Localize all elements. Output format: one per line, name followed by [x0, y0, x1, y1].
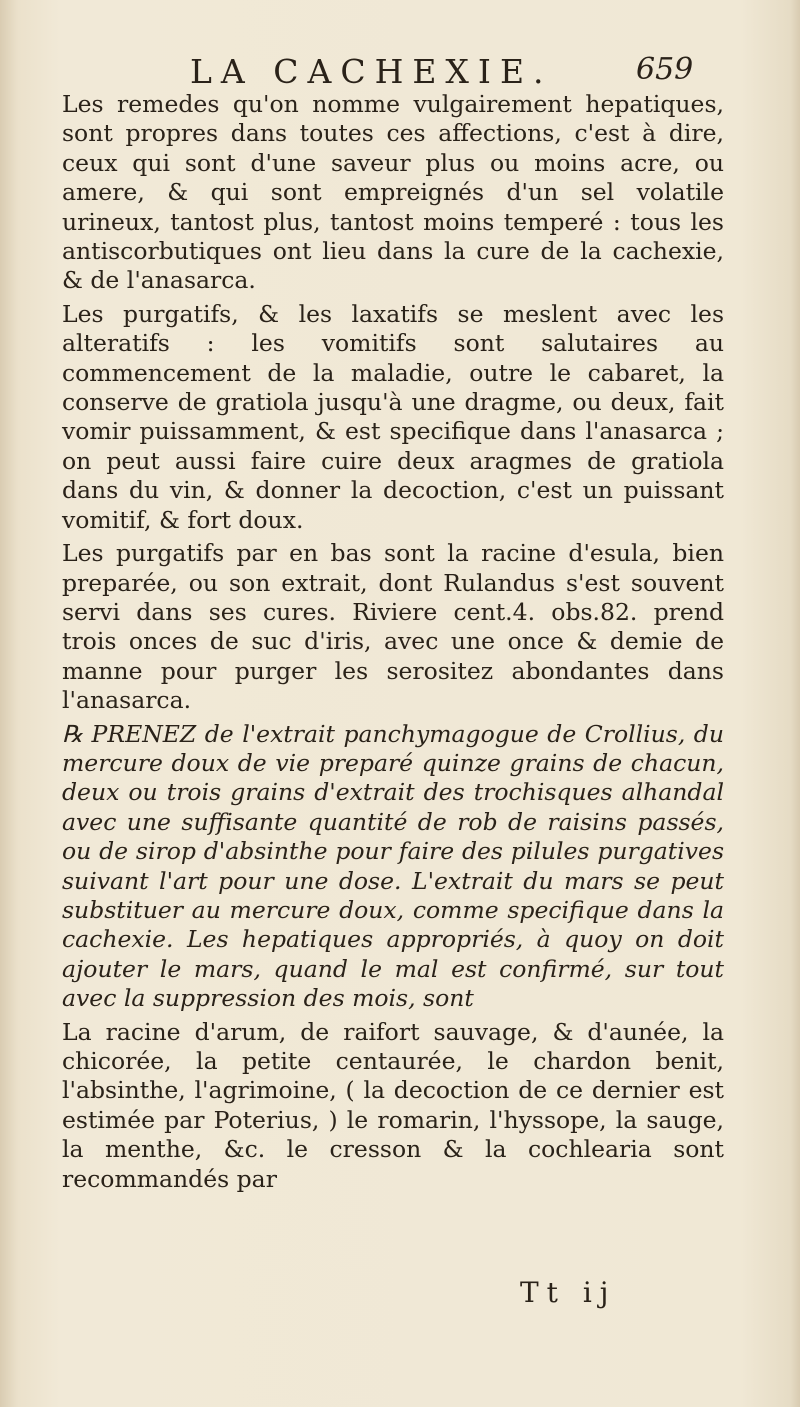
paragraph-lower-purgatives: Les purgatifs par en bas sont la racine d'esula, bien preparée, ou son extrait, dont Rulandus s'est souvent servi dans ses cures. Riviere cent.4. obs.82. prend trois onces de suc d'iris, avec une once & demie de manne pour purger les serositez abondantes dans l'anasarca.: [62, 539, 724, 715]
body-text: [62, 90, 724, 1198]
running-title: LA CACHEXIE.: [190, 52, 553, 91]
signature-mark: Tt ij: [520, 1276, 617, 1309]
paragraph-hepatic-remedies: Les remedes qu'on nomme vulgairement hepatiques, sont propres dans toutes ces affections, c'est à dire, ceux qui sont d'une saveur plus ou moins acre, ou amere, & qui sont empreignés d'un sel volatile urineux, tantost plus, tantost moins temperé : tous les antiscorbutiques ont lieu dans la cure de la cachexie, & de l'anasarca.: [62, 90, 724, 295]
paragraph-purgatives: Les purgatifs, & les laxatifs se meslent avec les alteratifs : les vomitifs sont salutaires au commencement de la maladie, outre le cabaret, la conserve de gratiola jusqu'à une dragme, ou deux, fait vomir puissamment, & est specifique dans l'anasarca ; on peut aussi faire cuire deux aragmes de gratiola dans du vin, & donner la decoction, c'est un puissant vomitif, & fort doux.: [62, 299, 724, 534]
paragraph-prescription: ℞ PRENEZ de l'extrait panchymagogue de Crollius, du mercure doux de vie preparé quinze grains de chacun, deux ou trois grains d'extrait des trochisques alhandal avec une suffisante quantité de rob de raisins passés, ou de sirop d'absinthe pour faire des pilules purgatives suivant l'art pour une dose. L'extrait du mars se peut substituer au mercure doux, comme specifique dans la cachexie. Les hepatiques appropriés, à quoy on doit ajouter le mars, quand le mal est confirmé, sur tout avec la suppression des mois, sont: [62, 719, 724, 1013]
page-number: 659: [636, 52, 694, 87]
paragraph-herbs: La racine d'arum, de raifort sauvage, & d'aunée, la chicorée, la petite centaurée, le chardon benit, l'absinthe, l'agrimoine, ( la decoction de ce dernier est estimée par Poterius, ) le romarin, l'hyssope, la sauge, la menthe, &c. le cresson & la cochlearia sont recommandés par: [62, 1017, 724, 1193]
